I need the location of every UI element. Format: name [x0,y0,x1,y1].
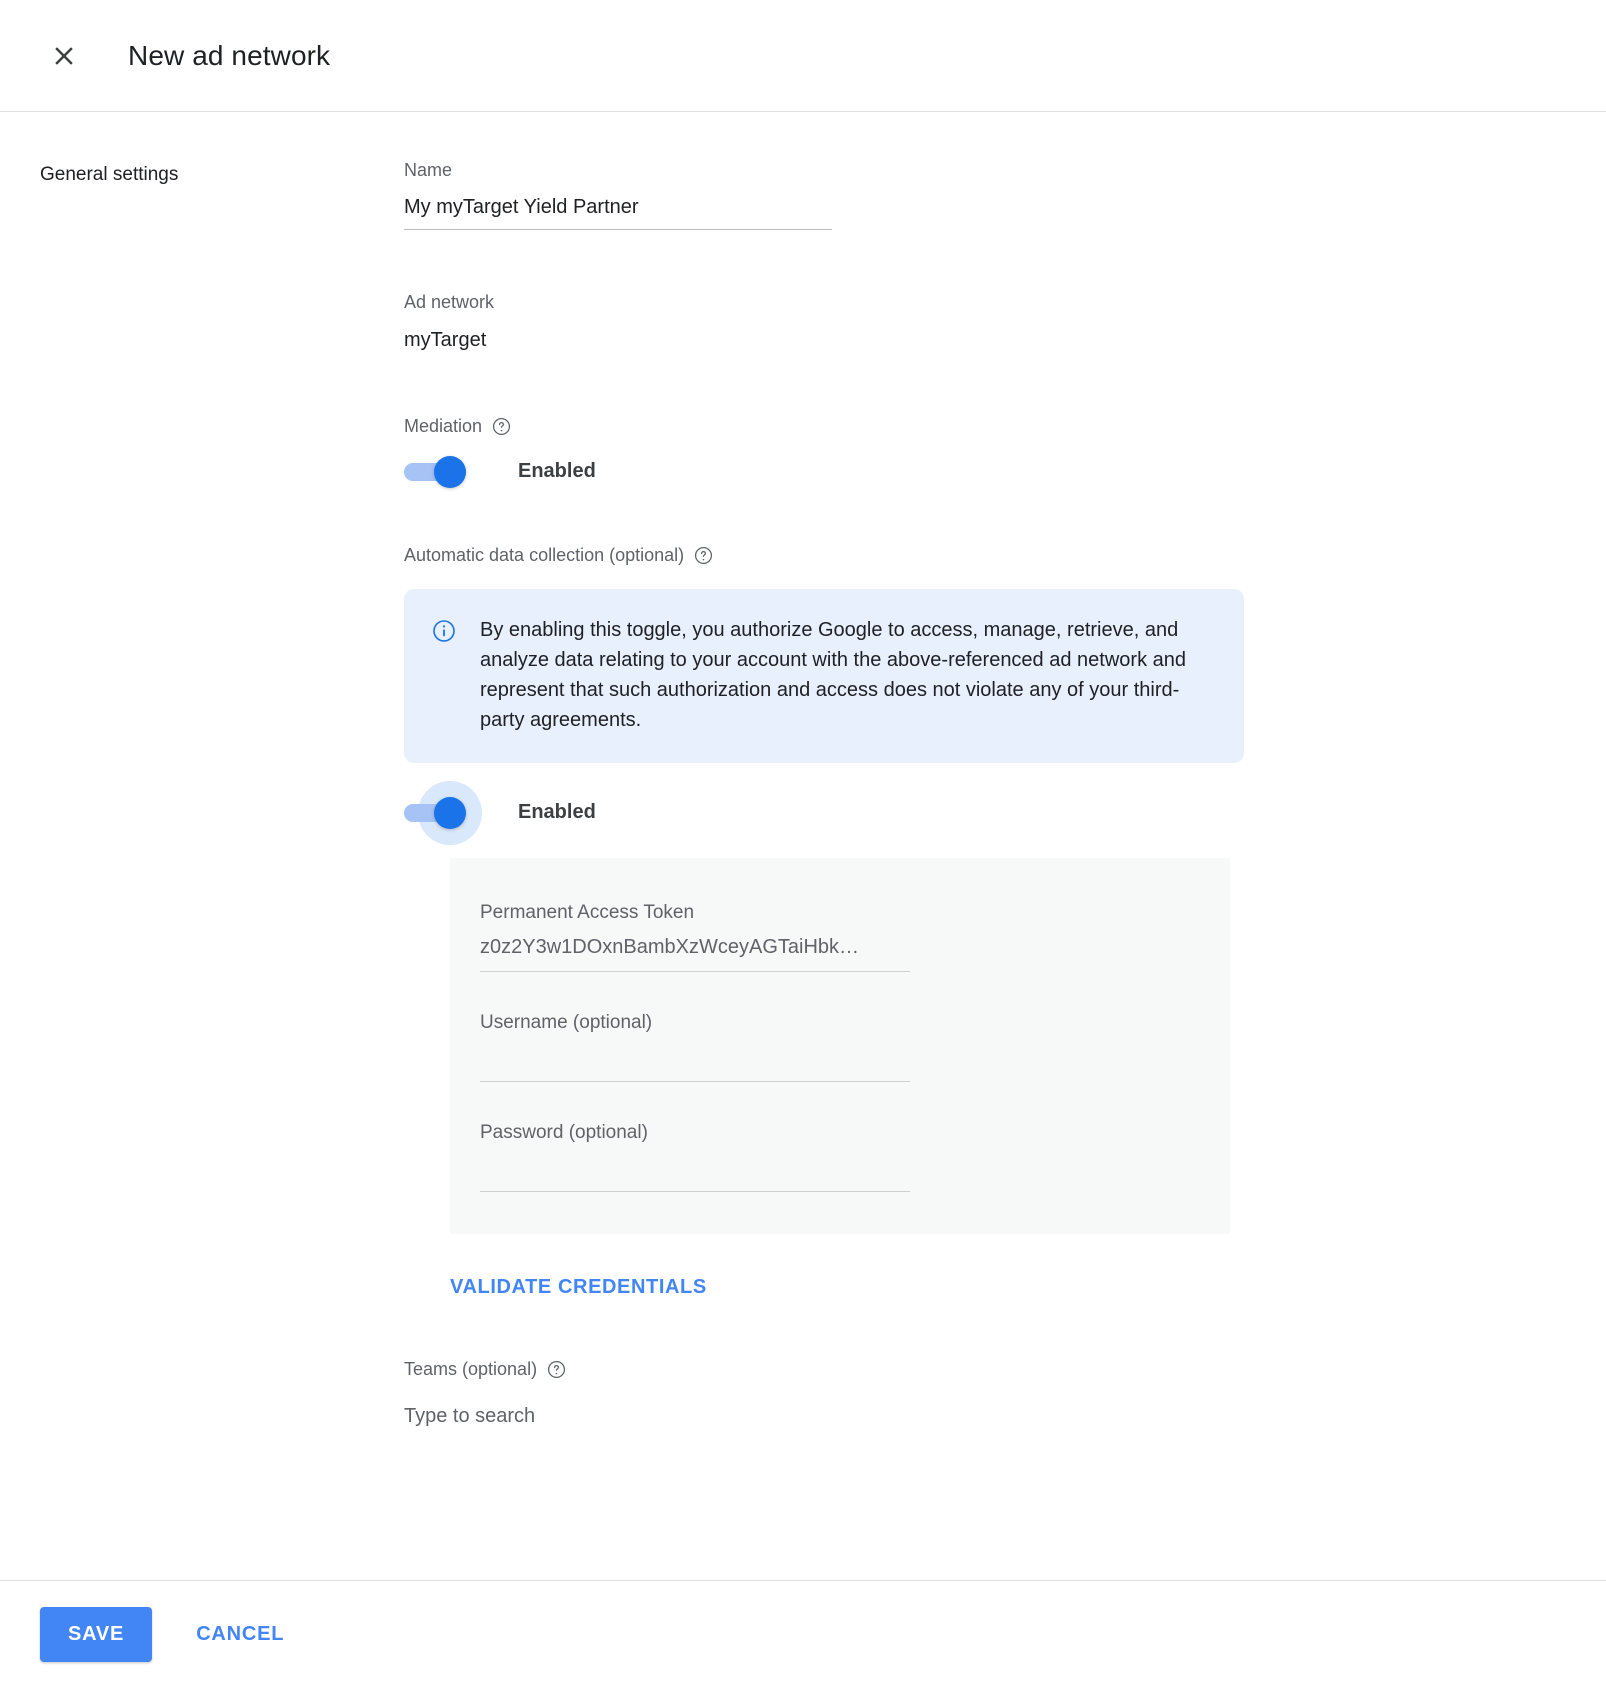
permanent-access-token-input[interactable] [480,926,910,972]
permanent-access-token-label: Permanent Access Token [480,902,695,923]
teams-search-input[interactable]: Type to search [404,1405,536,1427]
dialog-header [0,0,1606,112]
permanent-access-token-value: z0z2Y3w1DOxnBambXzWceyAGTaiHbk… [480,936,860,958]
field-permanent-access-token [480,900,1200,972]
password-label: Password (optional) [480,1122,648,1143]
ad-network-label: Ad network [404,292,495,312]
field-automatic-data-collection [404,543,1244,1299]
spacer [404,230,1244,290]
field-mediation [404,414,1244,483]
cancel-button[interactable]: CANCEL [182,1607,298,1662]
help-icon[interactable] [547,1360,566,1379]
mediation-label: Mediation [404,416,483,436]
username-input[interactable] [480,1036,910,1082]
toggle-knob [434,797,466,829]
field-ad-network [404,290,1244,354]
automatic-data-collection-toggle-row [404,801,1244,824]
help-icon[interactable] [694,546,713,565]
dialog-body [0,112,1606,1579]
ad-network-value: myTarget [404,329,487,351]
spacer [404,483,1244,543]
mediation-toggle-label: Enabled [518,460,596,482]
form-column [404,158,1244,1428]
section-label-general-settings: General settings [40,164,179,185]
mediation-toggle[interactable] [404,461,470,483]
info-icon [432,619,456,735]
name-label: Name [404,160,453,180]
username-label: Username (optional) [480,1012,653,1033]
field-password [480,1120,1200,1192]
automatic-data-collection-toggle[interactable] [404,802,470,824]
credentials-panel [450,858,1230,1234]
spacer [404,354,1244,414]
authorization-info-banner [404,589,1244,763]
field-teams [404,1357,1244,1428]
dialog-footer [0,1580,1606,1688]
close-icon[interactable] [40,32,88,80]
password-input[interactable] [480,1146,910,1192]
toggle-knob [434,456,466,488]
automatic-data-collection-toggle-label: Enabled [518,801,596,823]
field-username [480,1010,1200,1082]
validate-credentials-button[interactable]: VALIDATE CREDENTIALS [450,1276,707,1298]
authorization-info-text: By enabling this toggle, you authorize Google to access, manage, retrieve, and analyze data relating to your account with the above-referenced ad network and represent that such authorization and access does not violate any of your third-party agreements. [480,619,1186,731]
help-icon[interactable] [492,417,511,436]
name-input[interactable] [404,182,832,230]
automatic-data-collection-label: Automatic data collection (optional) [404,545,685,565]
mediation-toggle-row [404,460,1244,483]
teams-label: Teams (optional) [404,1359,538,1379]
field-name [404,158,1244,230]
page-title: New ad network [128,39,331,71]
name-value: My myTarget Yield Partner [404,196,639,218]
save-button[interactable]: SAVE [40,1607,152,1662]
